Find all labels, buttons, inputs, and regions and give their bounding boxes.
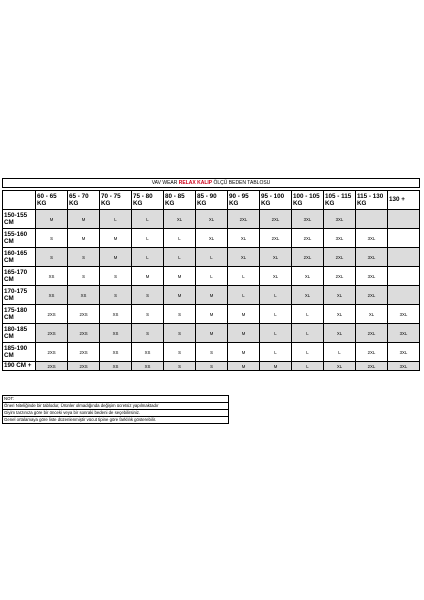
- size-cell: 2XL: [292, 248, 324, 267]
- size-cell: 2XS: [36, 305, 68, 324]
- size-row: [3, 305, 420, 324]
- size-cell: [388, 229, 420, 248]
- size-cell: 2XS: [68, 343, 100, 362]
- size-cell: XL: [260, 248, 292, 267]
- size-cell: M: [36, 210, 68, 229]
- size-cell: L: [292, 324, 324, 343]
- size-cell: M: [228, 362, 260, 371]
- size-cell: S: [132, 286, 164, 305]
- size-cell: 3XL: [292, 210, 324, 229]
- size-cell: M: [228, 305, 260, 324]
- weight-header: 95 - 100 KG: [260, 191, 292, 210]
- size-cell: L: [292, 362, 324, 371]
- size-cell: XL: [164, 210, 196, 229]
- size-cell: XL: [356, 305, 388, 324]
- size-cell: 3XL: [388, 362, 420, 371]
- size-cell: M: [68, 210, 100, 229]
- size-cell: 2XL: [356, 324, 388, 343]
- size-cell: 2XL: [228, 210, 260, 229]
- size-cell: 2XL: [356, 286, 388, 305]
- height-label: 160-165 CM: [3, 248, 36, 267]
- size-cell: M: [260, 362, 292, 371]
- size-cell: XS: [132, 343, 164, 362]
- size-row: [3, 248, 420, 267]
- size-chart-title: [2, 178, 420, 188]
- size-cell: L: [292, 343, 324, 362]
- height-label: 150-155 CM: [3, 210, 36, 229]
- size-cell: L: [196, 248, 228, 267]
- height-label: 155-160 CM: [3, 229, 36, 248]
- size-cell: M: [196, 324, 228, 343]
- size-row: [3, 286, 420, 305]
- height-label: 165-170 CM: [3, 267, 36, 286]
- size-cell: 3XL: [388, 324, 420, 343]
- size-cell: 3XL: [388, 305, 420, 324]
- size-cell: L: [132, 210, 164, 229]
- size-cell: S: [164, 362, 196, 371]
- size-cell: XS: [36, 286, 68, 305]
- size-cell: 3XL: [356, 267, 388, 286]
- size-cell: XL: [228, 229, 260, 248]
- size-cell: L: [132, 248, 164, 267]
- size-cell: XL: [324, 362, 356, 371]
- weight-header: 90 - 95 KG: [228, 191, 260, 210]
- size-cell: S: [68, 248, 100, 267]
- size-cell: S: [132, 324, 164, 343]
- size-cell: 2XS: [68, 324, 100, 343]
- size-cell: XL: [196, 229, 228, 248]
- size-cell: 2XL: [356, 343, 388, 362]
- size-cell: S: [132, 305, 164, 324]
- size-cell: 2XL: [356, 362, 388, 371]
- size-cell: L: [292, 305, 324, 324]
- size-cell: S: [164, 324, 196, 343]
- size-cell: S: [196, 343, 228, 362]
- title-brand: RELAX KALIP: [178, 180, 213, 186]
- size-cell: XL: [292, 267, 324, 286]
- size-cell: M: [228, 343, 260, 362]
- size-cell: M: [100, 248, 132, 267]
- size-cell: L: [260, 305, 292, 324]
- size-cell: M: [164, 286, 196, 305]
- size-cell: 3XL: [324, 229, 356, 248]
- size-cell: [388, 286, 420, 305]
- size-cell: 2XS: [36, 324, 68, 343]
- size-row: [3, 267, 420, 286]
- weight-header: 70 - 75 KG: [100, 191, 132, 210]
- size-cell: S: [100, 267, 132, 286]
- size-cell: M: [164, 267, 196, 286]
- size-cell: XS: [100, 324, 132, 343]
- size-row: [3, 343, 420, 362]
- size-cell: XS: [100, 343, 132, 362]
- size-cell: XS: [100, 305, 132, 324]
- size-cell: [388, 210, 420, 229]
- size-chart-table: [2, 190, 420, 371]
- size-row: [3, 229, 420, 248]
- size-cell: S: [100, 286, 132, 305]
- size-cell: M: [100, 229, 132, 248]
- size-row: [3, 324, 420, 343]
- size-cell: M: [132, 267, 164, 286]
- size-cell: 2XL: [324, 267, 356, 286]
- notes-box: [2, 395, 229, 424]
- size-cell: XL: [324, 305, 356, 324]
- weight-header-row: [3, 191, 420, 210]
- height-label: 170-175 CM: [3, 286, 36, 305]
- size-cell: XS: [68, 286, 100, 305]
- weight-header: 65 - 70 KG: [68, 191, 100, 210]
- size-cell: [388, 248, 420, 267]
- weight-header: 80 - 85 KG: [164, 191, 196, 210]
- size-cell: L: [100, 210, 132, 229]
- weight-header: 85 - 90 KG: [196, 191, 228, 210]
- size-cell: S: [36, 229, 68, 248]
- size-row: [3, 210, 420, 229]
- size-cell: L: [228, 267, 260, 286]
- weight-header: 100 - 105 KG: [292, 191, 324, 210]
- size-cell: 3XL: [356, 248, 388, 267]
- size-cell: S: [164, 343, 196, 362]
- size-cell: 2XL: [260, 229, 292, 248]
- size-cell: S: [68, 267, 100, 286]
- size-cell: L: [196, 267, 228, 286]
- size-cell: S: [196, 362, 228, 371]
- size-cell: S: [36, 248, 68, 267]
- size-cell: 2XS: [36, 343, 68, 362]
- size-cell: L: [260, 286, 292, 305]
- size-cell: XL: [260, 267, 292, 286]
- size-cell: 3XL: [388, 343, 420, 362]
- size-cell: XL: [324, 324, 356, 343]
- size-cell: [356, 210, 388, 229]
- height-label: 180-185 CM: [3, 324, 36, 343]
- size-cell: L: [132, 229, 164, 248]
- size-cell: 3XL: [356, 229, 388, 248]
- note-line: Genel ortalamaya göre liste düzenlenmiştir vücut tipine göre farklılık gösterebilir.: [3, 417, 229, 424]
- size-cell: M: [228, 324, 260, 343]
- size-cell: [388, 267, 420, 286]
- size-cell: XL: [324, 286, 356, 305]
- size-cell: 2XS: [68, 362, 100, 371]
- size-cell: L: [324, 343, 356, 362]
- size-cell: L: [228, 286, 260, 305]
- size-cell: 2XS: [36, 362, 68, 371]
- size-cell: S: [164, 305, 196, 324]
- height-label: 175-180 CM: [3, 305, 36, 324]
- size-cell: XL: [196, 210, 228, 229]
- size-cell: L: [260, 324, 292, 343]
- size-cell: XS: [36, 267, 68, 286]
- size-row: [3, 362, 420, 371]
- size-cell: 2XL: [260, 210, 292, 229]
- size-cell: 2XL: [292, 229, 324, 248]
- size-cell: XS: [132, 362, 164, 371]
- height-label: 190 CM +: [3, 362, 36, 371]
- size-cell: L: [164, 229, 196, 248]
- weight-header: 75 - 80 KG: [132, 191, 164, 210]
- title-suffix: ÖLÇÜ BEDEN TABLOSU: [213, 180, 271, 186]
- size-cell: XS: [100, 362, 132, 371]
- note-heading: NOT:: [3, 396, 229, 403]
- size-cell: M: [196, 305, 228, 324]
- weight-header: 60 - 65 KG: [36, 191, 68, 210]
- weight-header: 115 - 130 KG: [356, 191, 388, 210]
- weight-header: 130 +: [388, 191, 420, 210]
- size-cell: 2XS: [68, 305, 100, 324]
- note-line: Giyim tarzınıza göre bir önceki veya bir sonraki bedeni de seçebilirsiniz.: [3, 410, 229, 417]
- size-cell: M: [68, 229, 100, 248]
- weight-header: 105 - 115 KG: [324, 191, 356, 210]
- size-cell: 3XL: [324, 210, 356, 229]
- size-cell: L: [164, 248, 196, 267]
- note-line: Öneri Niteliğinde bir tablodur, Ürünler olmadığında değişim ücretsiz yapılmaktadır: [3, 403, 229, 410]
- height-label: 185-190 CM: [3, 343, 36, 362]
- size-cell: L: [260, 343, 292, 362]
- corner-cell: [3, 191, 36, 210]
- size-cell: XL: [228, 248, 260, 267]
- size-cell: M: [196, 286, 228, 305]
- title-prefix: VAV WEAR: [151, 180, 178, 186]
- size-cell: 2XL: [324, 248, 356, 267]
- size-cell: XL: [292, 286, 324, 305]
